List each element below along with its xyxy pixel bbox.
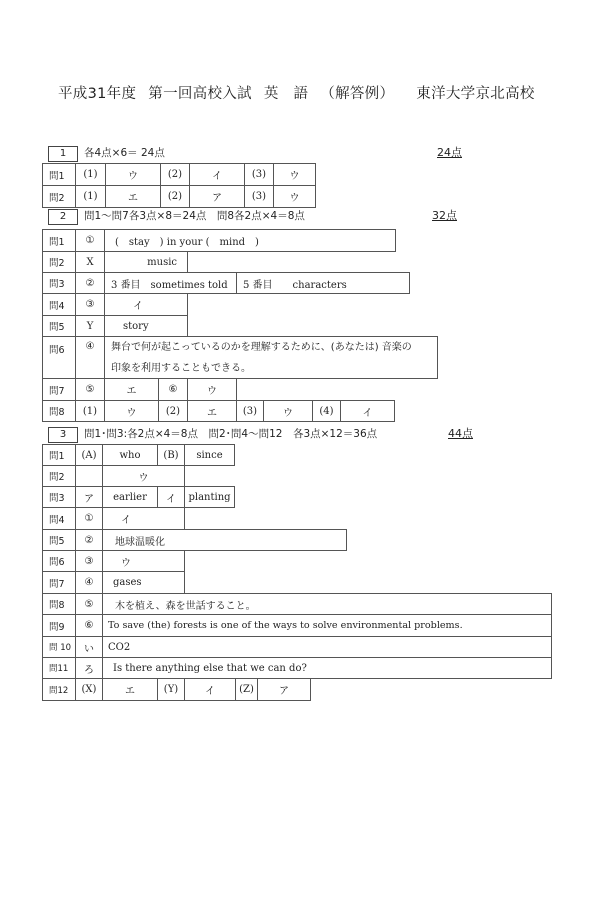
answer-cell: エ [104,378,159,401]
answer-cell: Y [75,315,105,337]
answer-cell: ろ [75,657,103,679]
page-title [58,82,547,103]
answer-cell: (Y) [157,678,185,701]
answer-cell: Is there anything else that we can do? [102,657,552,679]
question-label: 問9 [42,614,76,637]
section-3-total: 44点 [448,427,473,440]
answer-cell: (Z) [235,678,258,701]
question-label: 問5 [42,315,76,337]
answer-cell: ア [189,185,245,208]
answer-cell: エ [102,678,158,701]
answer-line-2: 印象を利用することもできる。 [111,362,251,374]
answer-cell: ア [257,678,311,701]
answer-cell: earlier [102,486,158,508]
title-kind: （解答例） [320,86,395,102]
section-2-number: 2 [48,209,78,225]
answer-cell: (2) [158,400,188,422]
question-label: 問12 [42,678,76,701]
answer-cell: ウ [273,163,316,186]
answer-cell: イ [340,400,395,422]
answer-cell: ウ [104,400,159,422]
answer-cell: ① [75,507,103,530]
title-school: 東洋大学京北高校 [416,86,535,102]
section-1-number: 1 [48,146,78,162]
answer-cell: To save (the) forests is one of the ways to solve environmental problems. [102,614,552,637]
answer-cell: 地球温暖化 [102,529,347,551]
answer-cell: イ [189,163,245,186]
answer-cell: い [75,636,103,658]
section-3-number: 3 [48,427,78,443]
question-label: 問8 [42,593,76,615]
answer-cell: イ [102,507,185,530]
question-label: 問7 [42,571,76,594]
answer-cell: ⑤ [75,593,103,615]
answer-cell: ④ [75,571,103,594]
answer-cell: (3) [244,185,274,208]
question-label: 問2 [42,251,76,273]
section-2-total: 32点 [432,209,457,222]
answer-cell: (1) [75,185,106,208]
answer-cell: story [104,315,188,337]
answer-cell: ③ [75,293,105,316]
answer-cell: (3) [244,163,274,186]
answer-cell: gases [102,571,185,594]
answer-line-1: 舞台で何が起こっているのかを理解するために、(あなたは) 音楽の [111,341,412,353]
question-label: 問2 [42,465,76,487]
question-label: 問11 [42,657,76,679]
title-year: 平成31年度 [58,86,137,102]
answer-cell: music [104,251,188,273]
answer-cell: ウ [102,465,185,487]
answer-cell: エ [187,400,237,422]
question-label: 問3 [42,486,76,508]
answer-cell: ⑥ [75,614,103,637]
answer-cell [75,465,103,487]
answer-cell: ウ [263,400,313,422]
question-label: 問1 [42,444,76,466]
answer-cell: ( stay ) in your ( mind ) [104,229,396,252]
answer-cell: ウ [102,550,185,572]
answer-cell: ⑥ [158,378,188,401]
answer-cell: 木を植え、森を世話すること。 [102,593,552,615]
answer-cell: CO2 [102,636,552,658]
answer-cell: ウ [273,185,316,208]
question-label: 問6 [42,550,76,572]
answer-cell: エ [105,185,161,208]
answer-cell: ⑤ [75,378,105,401]
answer-cell: (1) [75,400,105,422]
section-2-scoring: 問1～問7各3点×8＝24点 問8各2点×4＝8点 [84,210,305,222]
answer-cell: ③ [75,550,103,572]
answer-cell: ④ [75,336,105,379]
title-subject: 英 語 [263,86,309,102]
question-label: 問5 [42,529,76,551]
answer-cell: (B) [157,444,185,466]
answer-cell: 3 番目 sometimes told [104,272,237,294]
question-label: 問1 [42,229,76,252]
answer-cell: ウ [105,163,161,186]
title-exam: 第一回高校入試 [148,86,252,102]
answer-cell: イ [104,293,188,316]
answer-cell: ② [75,529,103,551]
question-label: 問7 [42,378,76,401]
question-label: 問1 [42,163,76,186]
section-3-scoring: 問1･問3:各2点×4＝8点 問2･問4～問12 各3点×12＝36点 [84,428,378,440]
question-label: 問4 [42,293,76,316]
answer-cell: since [184,444,235,466]
question-label: 問4 [42,507,76,530]
question-label: 問2 [42,185,76,208]
answer-cell: (2) [160,185,190,208]
answer-cell: planting [184,486,235,508]
question-label: 問8 [42,400,76,422]
answer-cell: ① [75,229,105,252]
answer-cell: (4) [312,400,341,422]
answer-cell: 5 番目 characters [236,272,410,294]
answer-cell: who [102,444,158,466]
answer-cell: (2) [160,163,190,186]
answer-cell: ウ [187,378,237,401]
answer-cell: (1) [75,163,106,186]
question-label: 問6 [42,336,76,379]
answer-cell: (A) [75,444,103,466]
question-label: 問 10 [42,636,76,658]
answer-cell: (X) [75,678,103,701]
section-1-scoring: 各4点×6＝ 24点 [84,147,165,159]
section-1-total: 24点 [437,146,462,159]
answer-cell: イ [184,678,236,701]
answer-cell: (3) [236,400,264,422]
answer-cell: ② [75,272,105,294]
question-label: 問3 [42,272,76,294]
answer-cell: イ [157,486,185,508]
answer-cell: ア [75,486,103,508]
answer-cell [104,336,438,379]
answer-cell: X [75,251,105,273]
